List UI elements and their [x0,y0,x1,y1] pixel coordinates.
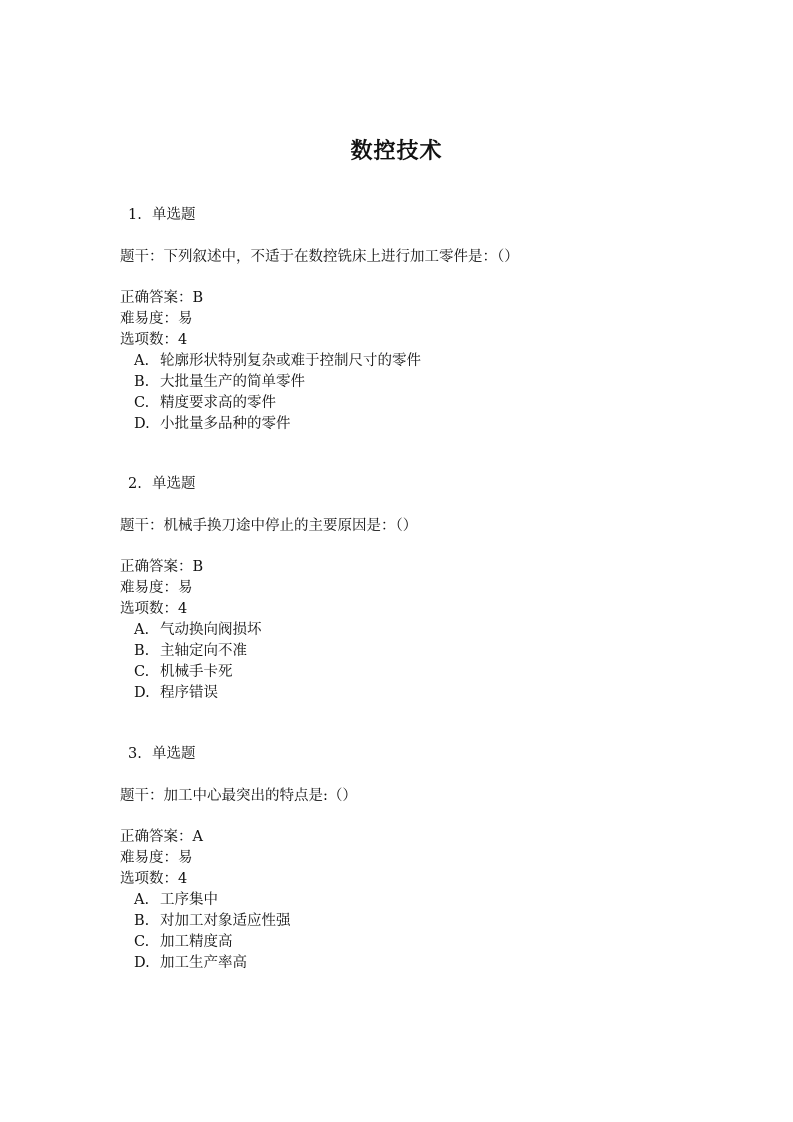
question-3 [120,744,720,974]
question-number: 3. [128,746,142,762]
correct-answer: 正确答案：B [120,290,204,306]
option-b [134,372,720,393]
option-c [134,932,720,953]
option-label: A. [134,892,150,908]
option-label: D. [134,955,150,971]
correct-answer: 正确答案：B [120,559,204,575]
option-label: C. [134,395,150,411]
option-c [134,662,720,683]
option-label: D. [134,685,150,701]
correct-answer: 正确答案：A [120,829,203,845]
option-text: 精度要求高的零件 [160,395,276,411]
option-text: 小批量多品种的零件 [160,416,291,432]
difficulty: 难易度：易 [120,580,193,596]
option-text: 机械手卡死 [160,664,233,680]
question-meta [120,288,720,351]
option-a [134,890,720,911]
question-header [120,474,720,495]
question-1 [120,205,720,435]
difficulty: 难易度：易 [120,850,193,866]
question-meta [120,557,720,620]
question-header [120,744,720,765]
option-label: B. [134,374,150,390]
option-count: 选项数：4 [120,871,188,887]
question-number: 2. [128,476,142,492]
option-list [120,890,720,974]
question-header [120,205,720,226]
question-type: 单选题 [152,476,196,492]
option-c [134,393,720,414]
difficulty: 难易度：易 [120,311,193,327]
question-stem: 题干：加工中心最突出的特点是:（） [120,788,357,804]
document-title: 数控技术 [350,138,443,164]
option-text: 加工精度高 [160,934,233,950]
option-label: B. [134,643,150,659]
option-label: B. [134,913,150,929]
option-d [134,683,720,704]
option-label: C. [134,664,150,680]
question-type: 单选题 [152,746,196,762]
option-text: 主轴定向不准 [160,643,247,659]
option-d [134,414,720,435]
option-list [120,351,720,435]
option-text: 大批量生产的简单零件 [160,374,305,390]
option-text: 对加工对象适应性强 [160,913,291,929]
option-a [134,351,720,372]
option-text: 工序集中 [160,892,218,908]
option-a [134,620,720,641]
option-text: 气动换向阀损坏 [160,622,262,638]
option-list [120,620,720,704]
option-count: 选项数：4 [120,332,188,348]
question-number: 1. [128,207,142,223]
option-label: A. [134,353,150,369]
question-meta [120,827,720,890]
question-type: 单选题 [152,207,196,223]
option-label: D. [134,416,150,432]
option-b [134,911,720,932]
question-stem: 题干：下列叙述中，不适于在数控铣床上进行加工零件是：（） [120,249,519,265]
question-stem: 题干：机械手换刀途中停止的主要原因是：（） [120,518,418,534]
question-2 [120,474,720,704]
option-text: 轮廓形状特别复杂或难于控制尺寸的零件 [160,353,421,369]
option-d [134,953,720,974]
option-count: 选项数：4 [120,601,188,617]
option-text: 程序错误 [160,685,218,701]
option-label: C. [134,934,150,950]
option-text: 加工生产率高 [160,955,247,971]
option-label: A. [134,622,150,638]
option-b [134,641,720,662]
